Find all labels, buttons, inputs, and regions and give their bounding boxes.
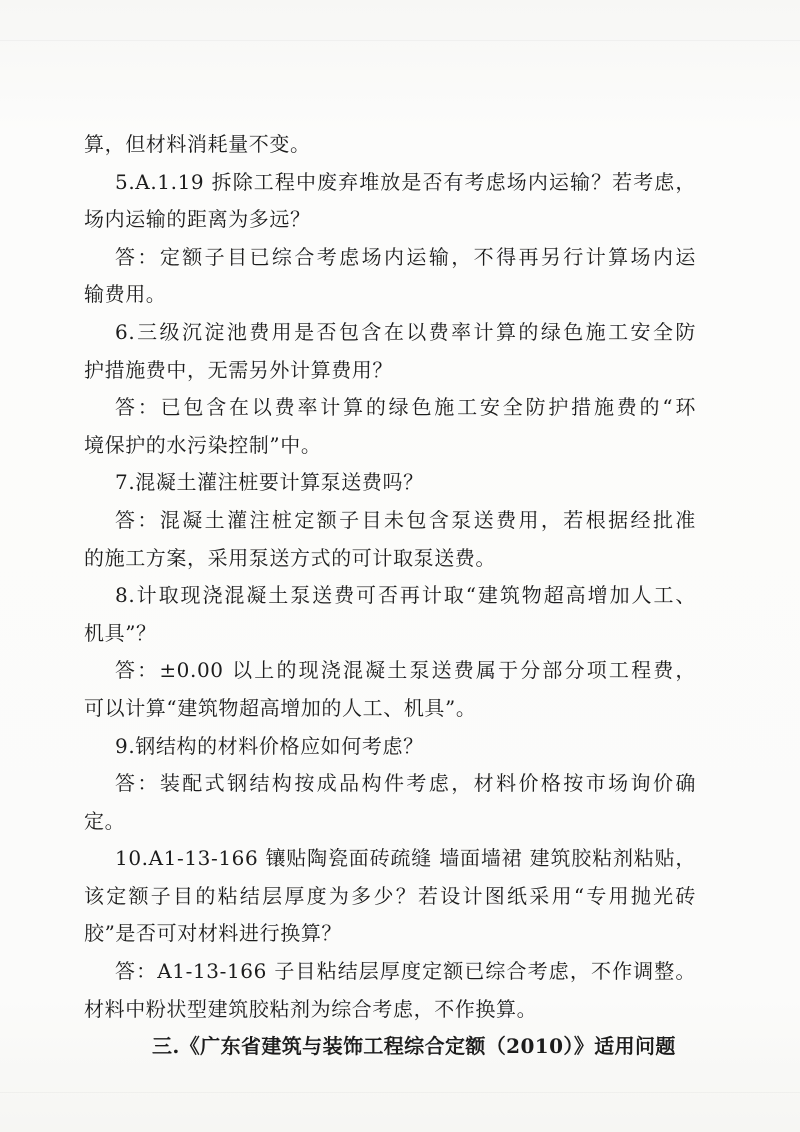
answer-line: 材料中粉状型建筑胶粘剂为综合考虑，不作换算。 [84, 996, 538, 1021]
answer-line: 可以计算“建筑物超高增加的人工、机具”。 [84, 695, 477, 720]
question-line: 该定额子目的粘结层厚度为多少？若设计图纸采用“专用抛光砖 [84, 883, 696, 908]
question-line: 9.钢结构的材料价格应如何考虑？ [115, 733, 424, 758]
answer-line: 答：已包含在以费率计算的绿色施工安全防护措施费的“环 [115, 395, 696, 420]
question-line: 护措施费中，无需另外计算费用？ [84, 357, 393, 382]
answer-line: 答：装配式钢结构按成品构件考虑，材料价格按市场询价确 [115, 771, 696, 796]
answer-line: 境保护的水污染控制”中。 [84, 432, 322, 457]
answer-line: 输费用。 [84, 282, 167, 307]
section-heading: 三.《广东省建筑与装饰工程综合定额（2010）》适用问题 [152, 1034, 676, 1059]
question-line: 机具”？ [84, 620, 157, 645]
question-line: 7.混凝土灌注桩要计算泵送费吗？ [115, 470, 424, 495]
answer-line: 的施工方案，采用泵送方式的可计取泵送费。 [84, 545, 496, 570]
question-line: 10.A1-13-166 镶贴陶瓷面砖疏缝 墙面墙裙 建筑胶粘剂粘贴， [115, 846, 696, 871]
question-line: 场内运输的距离为多远？ [84, 207, 311, 232]
question-line: 胶”是否可对材料进行换算？ [84, 921, 343, 946]
answer-line: 答：A1-13-166 子目粘结层厚度定额已综合考虑，不作调整。 [115, 959, 696, 984]
answer-line: 答：定额子目已综合考虑场内运输，不得再另行计算场内运 [115, 244, 696, 269]
answer-line: 答：混凝土灌注桩定额子目未包含泵送费用，若根据经批准 [115, 507, 696, 532]
question-line: 6.三级沉淀池费用是否包含在以费率计算的绿色施工安全防 [115, 319, 696, 344]
answer-line: 定。 [84, 808, 126, 833]
scan-artifact [0, 1092, 800, 1093]
scan-artifact [0, 40, 800, 41]
answer-line: 答：±0.00 以上的现浇混凝土泵送费属于分部分项工程费， [115, 658, 696, 683]
document-body [84, 126, 696, 1066]
question-line: 5.A.1.19 拆除工程中废弃堆放是否有考虑场内运输？若考虑， [115, 169, 696, 194]
paragraph-line: 算，但材料消耗量不变。 [84, 132, 311, 156]
question-line: 8.计取现浇混凝土泵送费可否再计取“建筑物超高增加人工、 [115, 583, 696, 608]
